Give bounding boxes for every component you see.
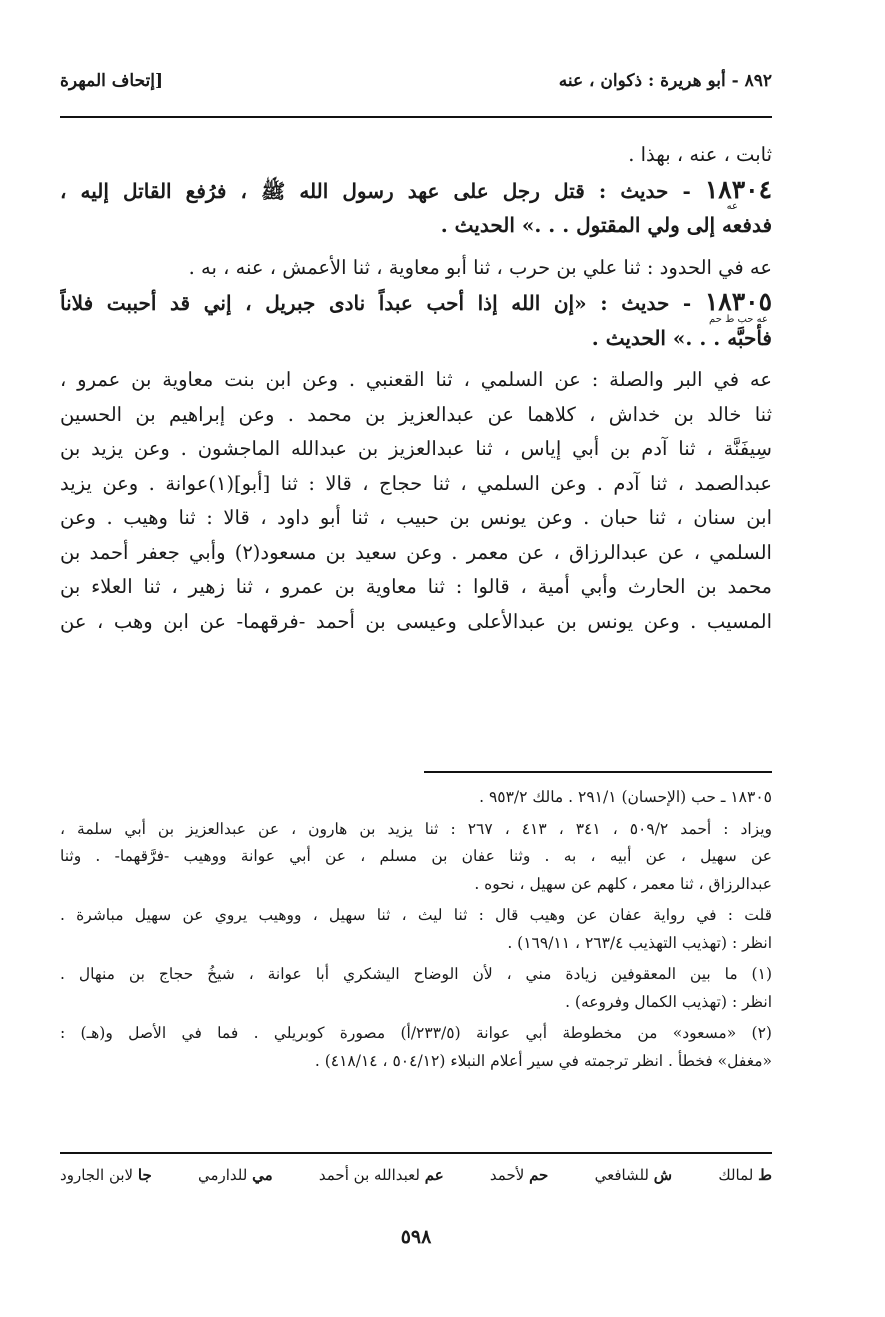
hadith-text: - حديث : قتل رجل على عهد رسول الله ﷺ ، فرُفع القاتل إليه ، bbox=[60, 178, 691, 203]
intro-line: ثابت ، عنه ، بهذا . bbox=[628, 143, 772, 166]
footnote-rule bbox=[424, 771, 772, 773]
legend-item: عم لعبدالله بن أحمد bbox=[318, 1166, 444, 1184]
section-title: ٨٩٢ - أبو هريرة : ذكوان ، عنه bbox=[558, 71, 772, 91]
footnote-line: قلت : في رواية عفان عن وهيب قال : ثنا ليث ، ثنا سهيل ، ووهيب يروي عن سهيل مباشرة . bbox=[60, 906, 772, 924]
isnad-line: سِيفَنَّة ، ثنا آدم بن أبي إياس ، ثنا عبدالعزيز بن عبدالله الماجشون . وعن يزيد بن bbox=[60, 437, 772, 460]
legend-rule bbox=[60, 1152, 772, 1154]
hadith-sigla: عه bbox=[726, 201, 738, 212]
isnad-18304: عه في الحدود : ثنا علي بن حرب ، ثنا أبو معاوية ، ثنا الأعمش ، عنه ، به . bbox=[188, 255, 772, 279]
legend-item: حم لأحمد bbox=[489, 1166, 549, 1184]
isnad-line: السلمي ، عن عبدالرزاق ، عن معمر . وعن سعيد بن مسعود(٢) وأبي جعفر أحمد بن bbox=[60, 540, 772, 564]
hadith-18304-line-1 bbox=[60, 173, 772, 209]
footnote-1: (١) ما بين المعقوفين زيادة مني ، لأن الوضاح اليشكري أبا عوانة ، شيخُ حجاج بن منهال . bbox=[60, 965, 772, 983]
hadith-number: ١٨٣٠٥ bbox=[704, 287, 772, 316]
footnotes bbox=[60, 784, 772, 1075]
footnote-line: انظر : (تهذيب التهذيب ٢٦٣/٤ ، ١٦٩/١١) . bbox=[507, 933, 772, 952]
legend-item: ش للشافعي bbox=[594, 1166, 673, 1184]
running-header bbox=[60, 66, 772, 96]
abbreviation-legend bbox=[60, 1166, 772, 1184]
hadith-18305-line-1 bbox=[60, 285, 772, 321]
footnote-line: عبدالرزاق ، ثنا معمر ، كلهم عن سهيل ، نحوه . bbox=[474, 874, 772, 893]
header-rule bbox=[60, 116, 772, 118]
isnad-line: محمد بن الحارث وأبي أمية ، قالوا : ثنا معاوية بن عمرو ، ثنا زهير ، ثنا العلاء بن bbox=[60, 575, 772, 598]
hadith-18305-line-2: فأحبَّه . . .» الحديث . bbox=[591, 325, 772, 350]
isnad-line: ابن سنان ، ثنا حبان . وعن يونس بن حبيب ، ثنا أبو داود ، قالا : ثنا وهيب . وعن bbox=[60, 506, 772, 529]
book-page bbox=[60, 0, 772, 1317]
footnote-ref-18305: ١٨٣٠٥ ـ حب (الإحسان) ٢٩١/١ . مالك ٩٥٣/٢ . bbox=[479, 788, 772, 806]
legend-item: ط لمالك bbox=[718, 1166, 772, 1184]
isnad-line: عه في البر والصلة : عن السلمي ، ثنا القعنبي . وعن ابن بنت معاوية بن عمرو ، bbox=[60, 368, 772, 391]
legend-item: جا لابن الجارود bbox=[60, 1166, 152, 1184]
hadith-text: - حديث : «إن الله إذا أحب عبداً نادى جبريل ، إني قد أحببت فلاناً bbox=[60, 291, 692, 315]
hadith-number: ١٨٣٠٤ bbox=[704, 174, 772, 204]
footnote-line: عن سهيل ، عن أبيه ، به . وثنا عفان بن مسلم ، عن أبي عوانة ووهيب -فرَّقهما- . وثنا bbox=[60, 847, 772, 865]
legend-item: مي للدارمي bbox=[197, 1166, 273, 1184]
book-title: [إتحاف المهرة bbox=[60, 71, 164, 91]
footnote-2: (٢) «مسعود» من مخطوطة أبي عوانة (٢٣٣/٥/أ) مصورة كوبريلي . فما في الأصل و(هـ) : bbox=[60, 1024, 772, 1042]
footnote-2: «مغفل» فخطأ . انظر ترجمته في سير أعلام النبلاء (٥٠٤/١٢ ، ٤١٨/١٤) . bbox=[314, 1051, 772, 1070]
isnad-line: عبدالصمد ، ثنا آدم . وعن السلمي ، ثنا حجاج ، قالا : ثنا [أبو](١)عوانة . وعن يزيد bbox=[60, 471, 772, 495]
page-number: ٥٩٨ bbox=[400, 1226, 432, 1248]
main-text bbox=[60, 138, 772, 639]
hadith-18304-line-2: فدفعه إلى ولي المقتول . . .» الحديث . bbox=[440, 213, 772, 237]
isnad-line: ثنا خالد بن خداش ، كلاهما عن عبدالعزيز بن محمد . وعن إبراهيم بن الحسين bbox=[60, 402, 772, 426]
footnote-line: ويزاد : أحمد ٥٠٩/٢ ، ٣٤١ ، ٤١٣ ، ٢٦٧ : ثنا يزيد بن هارون ، عن عبدالعزيز بن أبي سلمة ، bbox=[60, 819, 772, 838]
footnote-1: انظر : (تهذيب الكمال وفروعه) . bbox=[565, 992, 772, 1011]
isnad-line: المسيب . وعن يونس بن عبدالأعلى وعيسى بن أحمد -فرقهما- عن ابن وهب ، عن bbox=[60, 609, 772, 633]
hadith-sigla: عه حب ط حم bbox=[709, 313, 768, 325]
